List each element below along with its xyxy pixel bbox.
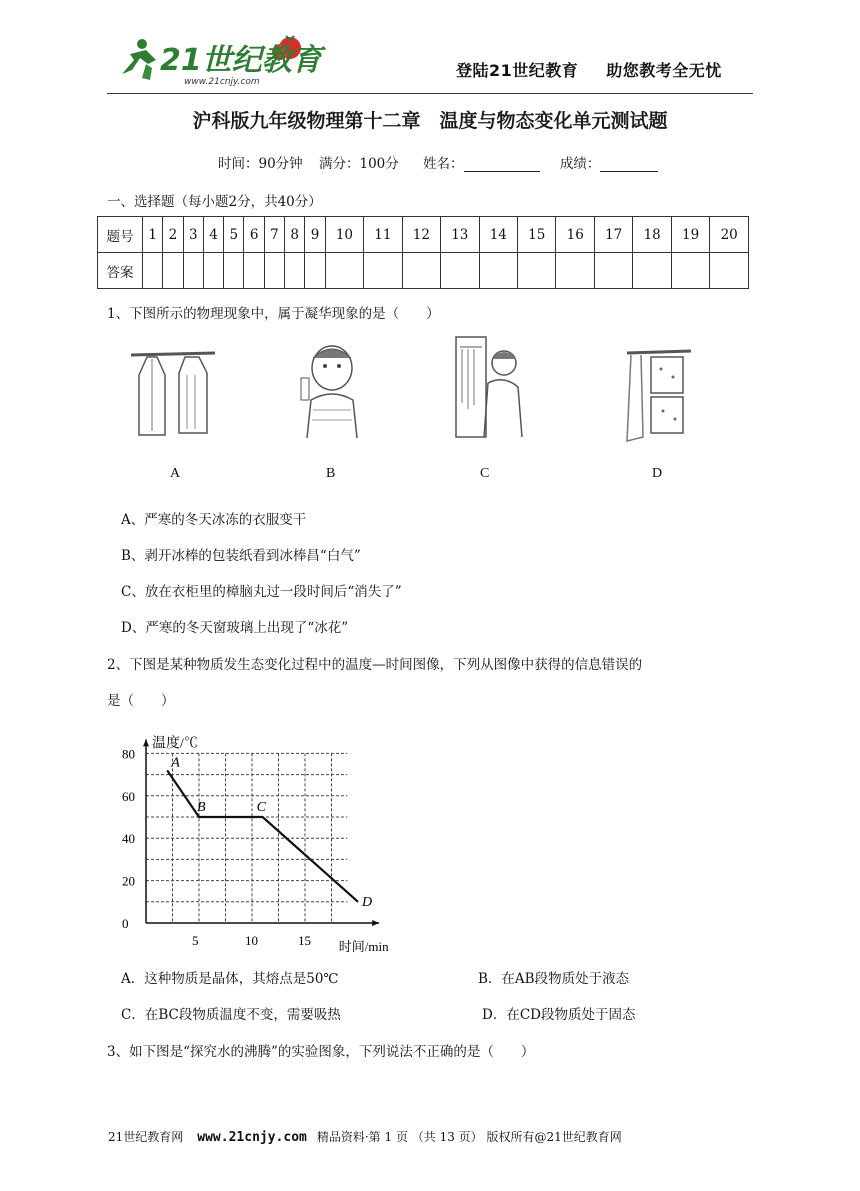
question-number-cell: 7 xyxy=(264,217,284,253)
answer-cell[interactable] xyxy=(325,253,363,289)
answer-cell[interactable] xyxy=(441,253,479,289)
logo-graphic xyxy=(112,30,322,88)
x-tick-label: 15 xyxy=(298,933,311,948)
question-number-cell: 11 xyxy=(364,217,402,253)
slogan-right: 助您教考全无忧 xyxy=(606,61,722,80)
footer-site: 21世纪教育网 xyxy=(108,1130,184,1144)
page-footer xyxy=(108,1128,768,1145)
footer-info: 精品资料·第 1 页 （共 13 页） 版权所有@21世纪教育网 xyxy=(316,1130,622,1144)
answer-cell[interactable] xyxy=(285,253,305,289)
picture-label-b: B xyxy=(326,466,336,481)
picture-label-d: D xyxy=(652,466,663,481)
exam-time: 时间：90分钟 xyxy=(218,156,303,172)
answer-cell[interactable] xyxy=(556,253,594,289)
question-number-cell: 17 xyxy=(594,217,632,253)
y-tick-label: 80 xyxy=(122,746,135,762)
logo-text: 21世纪教育 xyxy=(160,43,322,78)
row-label-answer: 答案 xyxy=(98,253,143,289)
answer-cell[interactable] xyxy=(710,253,749,289)
answer-cell[interactable] xyxy=(183,253,203,289)
y-tick-label: 0 xyxy=(122,916,129,931)
question-number-cell: 15 xyxy=(518,217,556,253)
y-axis-arrow xyxy=(143,739,149,746)
point-label: B xyxy=(197,800,206,815)
exam-total-score: 满分：100分 xyxy=(318,156,399,172)
clothes-drying-illustration xyxy=(125,345,220,440)
question-number-cell: 10 xyxy=(325,217,363,253)
y-tick-label: 20 xyxy=(122,873,135,889)
question-number-cell: 14 xyxy=(479,217,517,253)
answer-cell[interactable] xyxy=(594,253,632,289)
q1-option-b: B、剥开冰棒的包装纸看到冰棒昌“白气” xyxy=(121,548,361,564)
grade-field[interactable] xyxy=(600,157,658,172)
answer-cell[interactable] xyxy=(671,253,709,289)
answer-cell[interactable] xyxy=(305,253,325,289)
section-heading: 一、选择题（每小题2分，共40分） xyxy=(107,194,322,210)
answer-cell[interactable] xyxy=(518,253,556,289)
point-label: C xyxy=(256,800,266,815)
question-number-cell: 16 xyxy=(556,217,594,253)
question-number-cell: 12 xyxy=(402,217,440,253)
x-tick-label: 5 xyxy=(192,933,199,948)
question-number-cell: 19 xyxy=(671,217,709,253)
question-number-cell: 6 xyxy=(244,217,264,253)
name-label: 姓名： xyxy=(423,156,464,172)
question-1-stem: 1、下图所示的物理现象中，属于凝华现象的是（ ） xyxy=(107,306,440,322)
q2-option-b: B．在AB段物质处于液态 xyxy=(478,971,630,987)
x-tick-label: 10 xyxy=(245,933,258,948)
picture-label-c: C xyxy=(480,466,490,481)
boy-with-icepop-illustration xyxy=(295,340,370,440)
temperature-time-chart xyxy=(108,715,389,955)
q2-option-d: D．在CD段物质处于固态 xyxy=(482,1007,636,1023)
answer-cell[interactable] xyxy=(203,253,223,289)
x-axis-arrow xyxy=(372,920,379,926)
question-number-cell: 3 xyxy=(183,217,203,253)
temperature-line xyxy=(167,770,358,901)
y-tick-label: 40 xyxy=(122,831,135,847)
point-label: A xyxy=(171,755,180,771)
answer-cell[interactable] xyxy=(633,253,671,289)
header-slogan xyxy=(456,58,722,81)
q2-option-a: A．这种物质是晶体，其熔点是50℃ xyxy=(121,971,339,987)
x-axis-label: 时间/min xyxy=(338,939,389,954)
question-3-stem: 3、如下图是“探究水的沸腾”的实验图象，下列说法不正确的是（ ） xyxy=(107,1044,535,1060)
q1-option-c: C、放在衣柜里的樟脑丸过一段时间后“消失了” xyxy=(121,584,402,600)
answer-cell[interactable] xyxy=(264,253,284,289)
answer-cell[interactable] xyxy=(143,253,163,289)
question-number-cell: 1 xyxy=(143,217,163,253)
question-number-cell: 4 xyxy=(203,217,223,253)
q2-option-c: C．在BC段物质温度不变，需要吸热 xyxy=(121,1007,341,1023)
table-row-numbers xyxy=(98,217,749,253)
wardrobe-person-illustration xyxy=(452,333,527,443)
question-number-cell: 8 xyxy=(285,217,305,253)
answer-cell[interactable] xyxy=(479,253,517,289)
footer-url[interactable]: www.21cnjy.com xyxy=(197,1130,307,1145)
answer-cell[interactable] xyxy=(364,253,402,289)
question-number-cell: 2 xyxy=(163,217,183,253)
picture-label-a: A xyxy=(170,466,181,481)
frosted-window-illustration xyxy=(625,347,693,445)
question-number-cell: 18 xyxy=(633,217,671,253)
question-number-cell: 13 xyxy=(441,217,479,253)
row-label-number: 题号 xyxy=(98,217,143,253)
logo-url: www.21cnjy.com xyxy=(184,77,260,87)
exam-info xyxy=(218,152,658,172)
answer-cell[interactable] xyxy=(402,253,440,289)
answer-cell[interactable] xyxy=(224,253,244,289)
answer-cell[interactable] xyxy=(244,253,264,289)
question-number-cell: 5 xyxy=(224,217,244,253)
answer-cell[interactable] xyxy=(163,253,183,289)
question-2-stem-line1: 2、下图是某种物质发生态变化过程中的温度—时间图像，下列从图像中获得的信息错误的 xyxy=(107,657,643,673)
name-field[interactable] xyxy=(464,157,540,172)
question-number-cell: 20 xyxy=(710,217,749,253)
header-rule xyxy=(107,93,753,94)
question-2-stem-line2: 是（ ） xyxy=(107,693,175,709)
point-label: D xyxy=(362,894,373,910)
q1-option-a: A、严寒的冬天冰冻的衣服变干 xyxy=(121,512,307,528)
table-row-answers xyxy=(98,253,749,289)
y-tick-label: 60 xyxy=(122,788,135,804)
q1-option-d: D、严寒的冬天窗玻璃上出现了“冰花” xyxy=(121,620,349,636)
y-axis-label: 温度/℃ xyxy=(152,736,198,752)
grade-label: 成绩： xyxy=(559,156,601,172)
answer-table xyxy=(97,216,749,289)
page-title: 沪科版九年级物理第十二章 温度与物态变化单元测试题 xyxy=(192,110,668,132)
slogan-left: 登陆21世纪教育 xyxy=(456,61,579,80)
question-number-cell: 9 xyxy=(305,217,325,253)
site-logo[interactable] xyxy=(112,30,322,88)
